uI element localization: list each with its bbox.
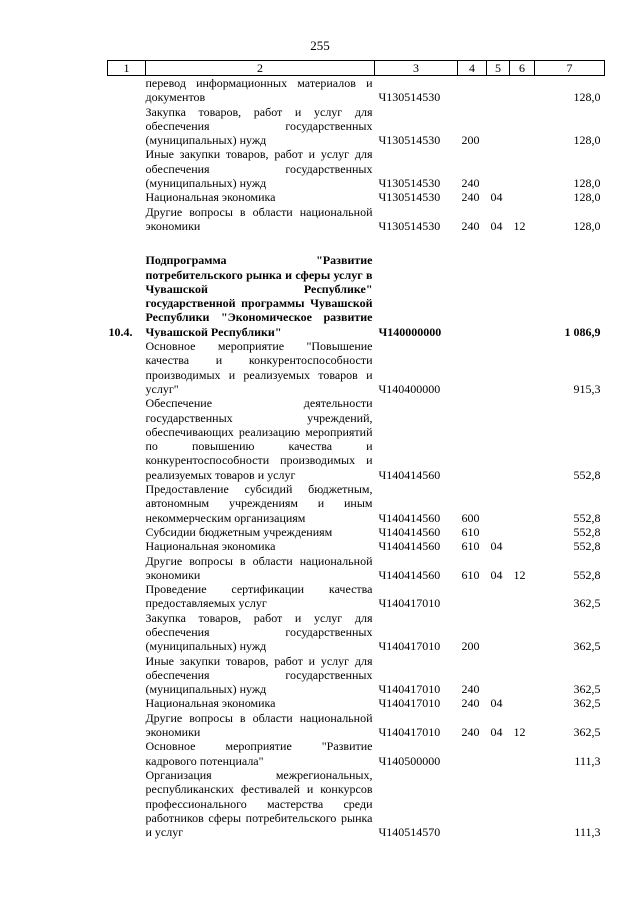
row-section [487, 654, 510, 697]
row-subsection: 12 [513, 218, 526, 233]
row-target-code: Ч130514530 [378, 218, 441, 233]
header-col-2: 2 [146, 61, 375, 76]
row-number [108, 539, 146, 553]
table-row [108, 611, 605, 654]
table-row [108, 696, 605, 710]
row-number [108, 396, 146, 482]
row-number [108, 739, 146, 768]
table-row [108, 253, 605, 339]
row-name: Обеспечение деятельности государственных учреждений, обеспечивающих реализацию мероприятий по повышению качества и конкурентоспособности производимых и реализуемых товаров и услуг [145, 396, 373, 482]
row-name: Иные закупки товаров, работ и услуг для обеспечения государственных (муниципальных) нужд [145, 653, 373, 697]
row-target-code: Ч140417010 [378, 696, 441, 711]
row-target-code: Ч130514530 [378, 133, 441, 148]
row-expense-type: 200 [461, 133, 480, 148]
row-name: Национальная экономика [145, 190, 276, 205]
row-expense-type [458, 582, 487, 611]
row-name: Основное мероприятие "Повышение качества и конкурентоспособности производимых и реализуемых товаров и услуг" [145, 339, 373, 396]
row-subsection [510, 539, 535, 553]
row-amount: 362,5 [573, 725, 601, 740]
row-target-code: Ч140417010 [378, 725, 441, 740]
row-subsection [510, 611, 535, 654]
row-amount: 128,0 [573, 90, 601, 105]
row-target-code: Ч140414560 [378, 539, 441, 554]
table-body [108, 76, 605, 840]
row-subsection [510, 105, 535, 148]
row-amount: 128,0 [573, 218, 601, 233]
row-subsection [510, 76, 535, 105]
row-spacer-cell [108, 233, 605, 253]
row-amount: 362,5 [573, 696, 601, 711]
row-expense-type: 200 [461, 639, 480, 654]
row-subsection [510, 739, 535, 768]
row-number [108, 339, 146, 396]
row-expense-type: 240 [461, 176, 480, 191]
row-expense-type: 240 [461, 190, 480, 205]
page-number: 255 [310, 38, 330, 53]
row-amount: 362,5 [573, 639, 601, 654]
row-name: Предоставление субсидий бюджетным, автономным учреждениям и иным некоммерческим организациям [145, 482, 373, 525]
table-row [108, 76, 605, 105]
row-subsection [510, 582, 535, 611]
row-amount: 128,0 [573, 190, 601, 205]
row-expense-type [458, 339, 487, 396]
row-subsection [510, 190, 535, 204]
table-row [108, 525, 605, 539]
row-name: Основное мероприятие "Развитие кадрового потенциала" [145, 739, 373, 768]
table-header [108, 61, 605, 76]
table-row [108, 339, 605, 396]
row-number [108, 205, 146, 234]
row-number [108, 654, 146, 697]
row-target-code: Ч140000000 [378, 324, 442, 339]
header-col-6: 6 [510, 61, 535, 76]
row-number [108, 482, 146, 525]
row-number [108, 611, 146, 654]
row-number: 10.4. [108, 324, 133, 339]
row-target-code: Ч130514530 [378, 176, 441, 191]
row-target-code: Ч140414560 [378, 524, 441, 539]
table-row [108, 205, 605, 234]
row-section [487, 768, 510, 839]
row-section: 04 [490, 190, 503, 205]
header-col-4: 4 [458, 61, 487, 76]
header-col-1: 1 [108, 61, 146, 76]
row-section: 04 [490, 539, 503, 554]
row-amount: 552,8 [573, 539, 601, 554]
row-name: Иные закупки товаров, работ и услуг для обеспечения государственных (муниципальных) нужд [145, 147, 373, 191]
row-name: Другие вопросы в области национальной экономики [145, 553, 373, 582]
row-section [487, 105, 510, 148]
row-section: 04 [490, 567, 503, 582]
row-amount: 111,3 [574, 753, 601, 768]
row-section [487, 147, 510, 190]
row-name: Другие вопросы в области национальной экономики [145, 204, 373, 233]
row-expense-type: 240 [461, 725, 480, 740]
row-number [108, 554, 146, 583]
row-amount: 915,3 [573, 381, 601, 396]
row-target-code: Ч140414560 [378, 567, 441, 582]
row-number [108, 76, 146, 105]
row-section [487, 253, 510, 339]
header-col-3: 3 [375, 61, 458, 76]
table-row [108, 582, 605, 611]
row-subsection: 12 [513, 725, 526, 740]
row-number [108, 147, 146, 190]
row-subsection [510, 339, 535, 396]
row-target-code: Ч140500000 [378, 753, 441, 768]
row-section [487, 76, 510, 105]
row-subsection [510, 768, 535, 839]
row-expense-type [458, 396, 487, 482]
row-amount: 1 086,9 [564, 324, 601, 339]
row-target-code: Ч130514530 [378, 190, 441, 205]
row-subsection [510, 253, 535, 339]
row-expense-type: 610 [461, 567, 480, 582]
row-amount: 362,5 [573, 596, 601, 611]
row-target-code: Ч140414560 [378, 467, 441, 482]
row-subsection [510, 147, 535, 190]
row-number [108, 768, 146, 839]
header-col-5: 5 [487, 61, 510, 76]
row-name: Другие вопросы в области национальной экономики [145, 710, 373, 740]
row-number [108, 105, 146, 148]
row-amount: 552,8 [573, 510, 601, 525]
row-expense-type: 610 [461, 539, 480, 554]
row-section [487, 739, 510, 768]
row-name: перевод информационных материалов и документов [145, 76, 373, 105]
row-name: Организация межрегиональных, республиканских фестивалей и конкурсов профессионального мастерства среди работников сферы потребительского рынка и услуг [145, 767, 373, 840]
row-name: Субсидии бюджетным учреждениям [145, 524, 333, 539]
row-subsection: 12 [513, 567, 526, 582]
row-section: 04 [490, 725, 503, 740]
row-name: Закупка товаров, работ и услуг для обеспечения государственных (муниципальных) нужд [145, 610, 373, 654]
table-row [108, 711, 605, 740]
row-section [487, 482, 510, 525]
table-row [108, 768, 605, 839]
row-subsection [510, 482, 535, 525]
table-row [108, 147, 605, 190]
row-expense-type [458, 768, 487, 839]
row-name: Национальная экономика [145, 539, 276, 554]
row-number [108, 711, 146, 740]
table-row [108, 482, 605, 525]
row-section [487, 396, 510, 482]
row-subsection [510, 525, 535, 539]
row-spacer [108, 233, 605, 253]
table-row [108, 539, 605, 553]
row-section: 04 [490, 218, 503, 233]
row-name: Подпрограмма "Развитие потребительского рынка и сферы услуг в Чувашской Республике" государственной программы Чувашской Республики "Экономическое развитие Чувашской Республики" [145, 253, 373, 339]
row-amount: 552,8 [573, 567, 601, 582]
row-number [108, 190, 146, 204]
table-row [108, 654, 605, 697]
row-name: Национальная экономика [145, 696, 276, 711]
row-section [487, 611, 510, 654]
row-expense-type: 240 [461, 682, 480, 697]
row-subsection [510, 654, 535, 697]
row-expense-type: 600 [461, 510, 480, 525]
table-row [108, 739, 605, 768]
row-amount: 362,5 [573, 682, 601, 697]
table-row [108, 190, 605, 204]
row-section [487, 525, 510, 539]
row-expense-type: 240 [461, 218, 480, 233]
row-section: 04 [490, 696, 503, 711]
row-section [487, 339, 510, 396]
row-section [487, 582, 510, 611]
row-expense-type: 240 [461, 696, 480, 711]
row-number [108, 525, 146, 539]
row-target-code: Ч140417010 [378, 682, 441, 697]
row-name: Закупка товаров, работ и услуг для обеспечения государственных (муниципальных) нужд [145, 104, 373, 148]
table-row [108, 396, 605, 482]
row-number [108, 582, 146, 611]
row-target-code: Ч140417010 [378, 639, 441, 654]
row-subsection [510, 696, 535, 710]
row-amount: 128,0 [573, 176, 601, 191]
row-amount: 552,8 [573, 467, 601, 482]
row-expense-type [458, 253, 487, 339]
row-target-code: Ч140514570 [378, 825, 441, 840]
table-row [108, 105, 605, 148]
row-name: Проведение сертификации качества предоставляемых услуг [145, 582, 373, 611]
row-amount: 111,3 [574, 825, 601, 840]
table-row [108, 554, 605, 583]
header-col-7: 7 [535, 61, 605, 76]
row-target-code: Ч140417010 [378, 596, 441, 611]
row-subsection [510, 396, 535, 482]
header-row [108, 61, 605, 76]
budget-table [107, 60, 605, 839]
row-amount: 552,8 [573, 524, 601, 539]
row-target-code: Ч130514530 [378, 90, 441, 105]
row-target-code: Ч140400000 [378, 381, 441, 396]
row-expense-type [458, 739, 487, 768]
row-target-code: Ч140414560 [378, 510, 441, 525]
row-expense-type [458, 76, 487, 105]
row-amount: 128,0 [573, 133, 601, 148]
row-number [108, 696, 146, 710]
row-expense-type: 610 [461, 524, 480, 539]
